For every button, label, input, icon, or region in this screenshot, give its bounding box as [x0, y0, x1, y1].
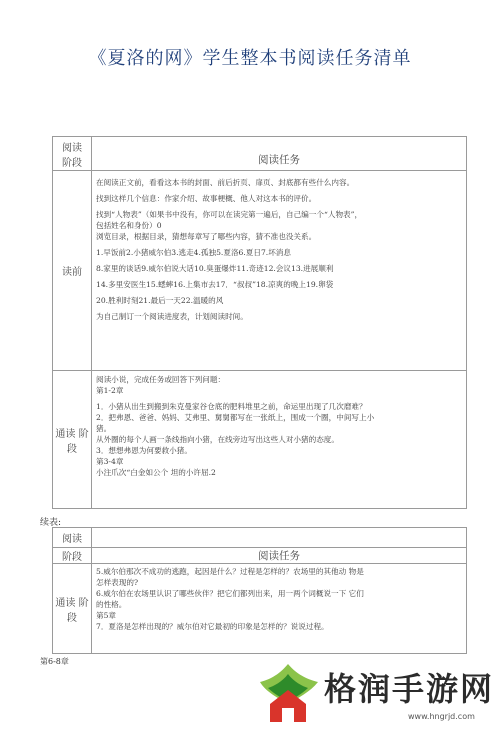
stage-header-top: 阅读 — [53, 528, 92, 548]
header-blank — [92, 528, 467, 548]
full-reading-tasks — [92, 564, 467, 654]
pre-reading-tasks — [92, 171, 467, 371]
task-line: 第1-2章 — [96, 386, 124, 395]
stage-header: 阅读 阶段 — [53, 137, 92, 171]
logo-icon — [258, 660, 320, 726]
task-line: 找到“人物表”（如果书中没有，你可以在读完第一遍后，自己编一个“人物表”， — [96, 210, 363, 219]
stage-full-reading: 通读 阶 段 — [53, 371, 92, 509]
task-line: 1．小猪从出生到搬到朱克曼家谷仓底的肥料堆里之前，命运里出现了几次磨难？ — [96, 402, 367, 411]
task-line: 小注爪次“白金如公个 坦的小许屈.2 — [96, 468, 216, 477]
task-line: 7．夏洛是怎样出现的？威尔伯对它最初的印象是怎样的？说说过程。 — [96, 622, 329, 631]
watermark-name: 格润手游网 — [324, 670, 495, 708]
task-line: 在阅读正文前，看看这本书的封面、前后折页、扉页、封底都有些什么内容。 — [96, 178, 355, 187]
task-line: 的性格。 — [96, 600, 127, 609]
stage-full-reading: 通读 阶段 — [53, 564, 92, 654]
task-line: 第3-4章 — [96, 457, 124, 466]
stage-pre-reading: 读前 — [53, 171, 92, 371]
task-line: 6.威尔伯在农场里认识了哪些伙伴？把它们都列出来，用一两个词概说一下 它们 — [96, 589, 364, 598]
task-line: 浏览目录，根据目录，猜想每章写了哪些内容，猜不准也没关系。 — [96, 232, 317, 241]
task-line: 怎样表现的? — [96, 578, 139, 587]
continued-label: 续表: — [40, 518, 62, 528]
task-line: 3．想想弗恩为何要救小猪。 — [96, 446, 192, 455]
watermark — [258, 660, 498, 744]
task-line: 5.威尔伯那次不成功的逃跑，起因是什么？过程是怎样的？农场里的其他动 物是 — [96, 567, 364, 576]
task-line: 1.早饭前2.小猪威尔伯3.逃走4.孤独5.夏洛6.夏日7.坏消息 — [96, 248, 291, 257]
task-line: 从外圈的每个人画一条线指向小猪，在线旁边写出这些人对小猪的态度。 — [96, 435, 339, 444]
task-line: 2．把弗恩、爸爸、妈妈、艾弗里、舅舅都写在一张纸上，围成一个圈，中间写上小 — [96, 413, 375, 422]
task-header: 阅读任务 — [92, 137, 467, 171]
full-reading-tasks — [92, 371, 467, 509]
task-line: 20.胜利时刻21.最后一天22.温暖的风 — [96, 296, 224, 305]
document-title: 《夏洛的网》学生整本书阅读任务清单 — [88, 48, 412, 69]
task-line: 包括姓名和身份）0 — [96, 221, 162, 230]
task-line: 第5章 — [96, 611, 117, 620]
stage-header-bottom: 阶段 — [53, 548, 92, 564]
reading-task-table-continued — [52, 527, 467, 654]
task-header: 阅读任务 — [92, 548, 467, 564]
footer-chapter: 第6-8章 — [40, 657, 69, 666]
task-line: 阅读小说，完成任务或回答下列问题： — [96, 375, 226, 384]
task-line: 为自己制订一个阅读进度表，计划阅读时间。 — [96, 312, 248, 321]
task-line: 找到这样几个信息：作家介绍、故事梗概、他人对这本书的评价。 — [96, 194, 317, 203]
task-line: 14.多里安医生15.蟋蟀16.上集市去17．“叔叔”18.凉爽的晚上19.卵袋 — [96, 280, 334, 289]
task-line: 8.家里的谈话9.威尔伯说大话10.臭蛋爆炸11.奇迹12.会议13.进展顺利 — [96, 264, 334, 273]
task-line: 猪。 — [96, 424, 112, 433]
reading-task-table — [52, 136, 467, 509]
watermark-url: www.hngrjd.com — [408, 712, 475, 721]
